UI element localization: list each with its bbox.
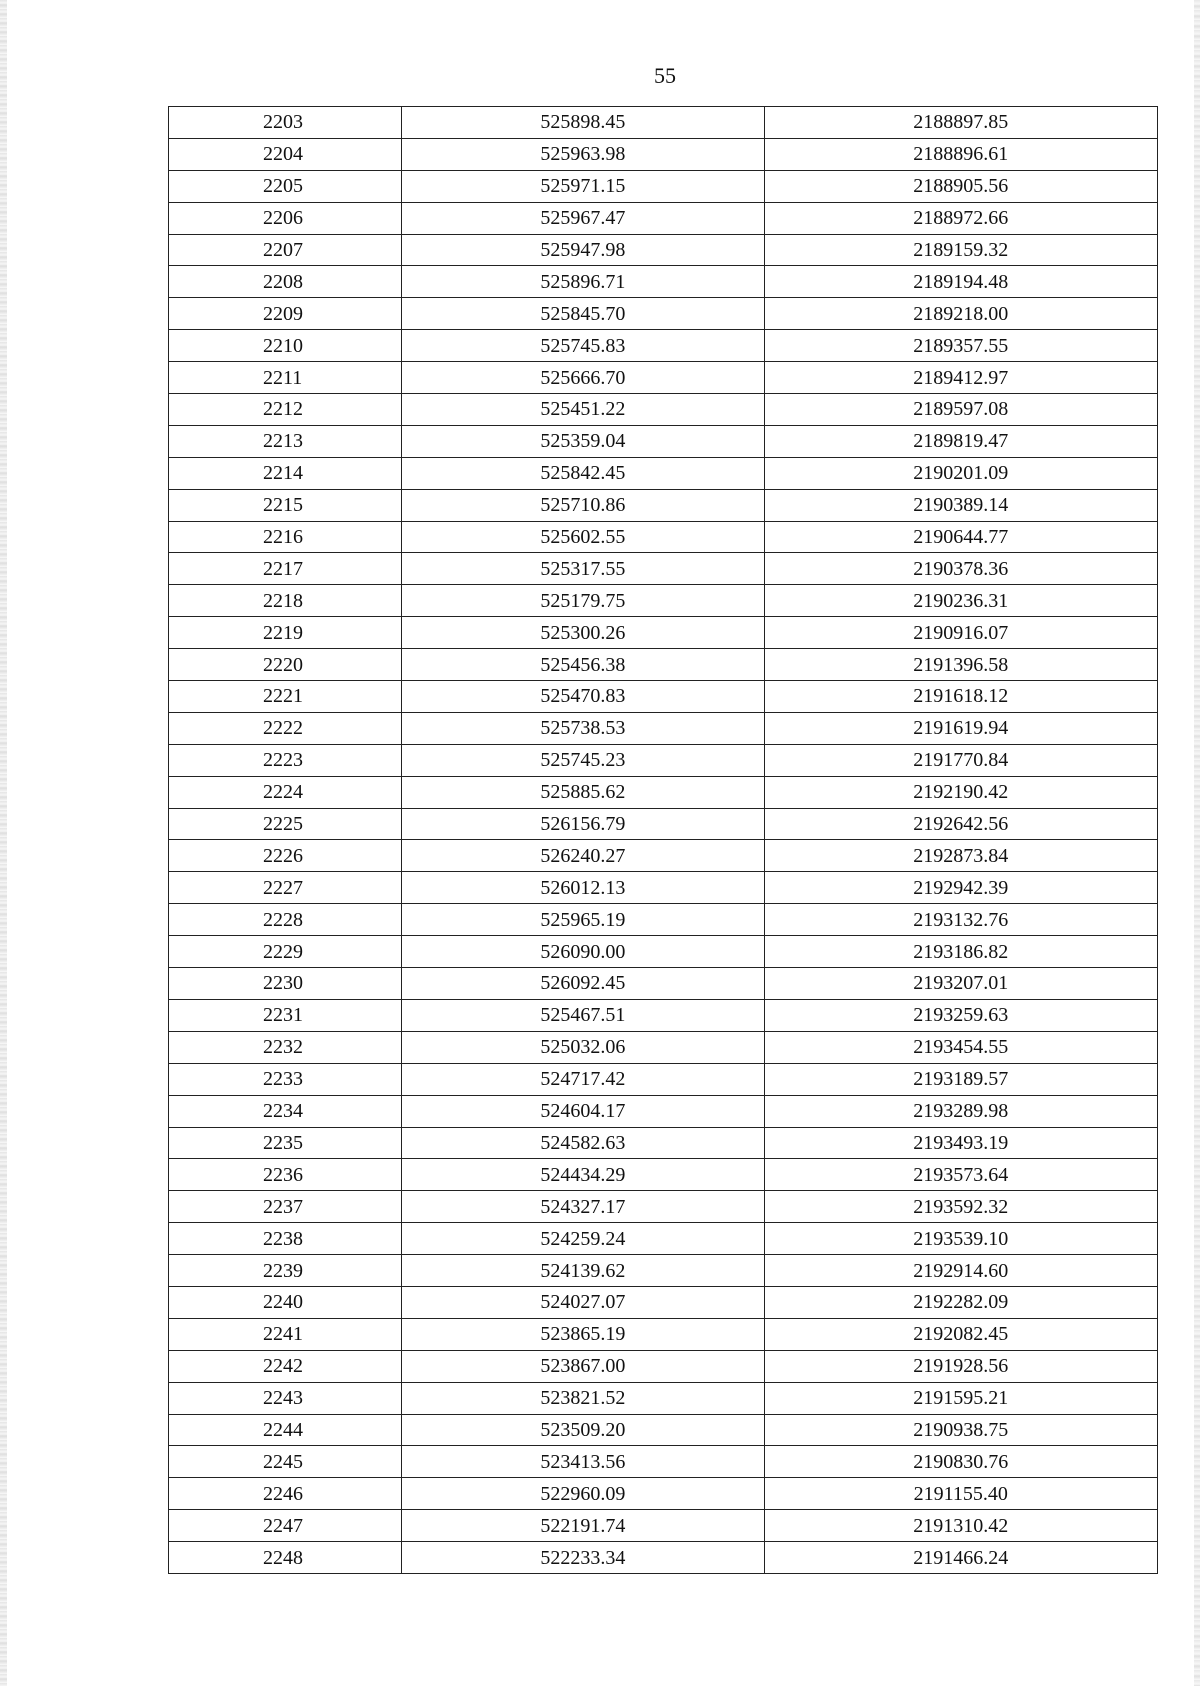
- table-row: [169, 776, 1158, 808]
- point-number-cell: 2223: [169, 744, 402, 776]
- x-coordinate-cell: 524434.29: [402, 1159, 764, 1191]
- y-coordinate-cell: 2188897.85: [764, 107, 1157, 139]
- y-coordinate-cell: 2193189.57: [764, 1063, 1157, 1095]
- table-row: [169, 808, 1158, 840]
- table-row: [169, 1286, 1158, 1318]
- x-coordinate-cell: 525898.45: [402, 107, 764, 139]
- y-coordinate-cell: 2193454.55: [764, 1031, 1157, 1063]
- x-coordinate-cell: 525451.22: [402, 394, 764, 426]
- table-row: [169, 553, 1158, 585]
- point-number-cell: 2246: [169, 1478, 402, 1510]
- table-row: [169, 170, 1158, 202]
- page-number: 55: [654, 63, 676, 88]
- x-coordinate-cell: 522191.74: [402, 1510, 764, 1542]
- x-coordinate-cell: 524027.07: [402, 1286, 764, 1318]
- x-coordinate-cell: 525738.53: [402, 712, 764, 744]
- point-number-cell: 2234: [169, 1095, 402, 1127]
- table-row: [169, 457, 1158, 489]
- point-number-cell: 2208: [169, 266, 402, 298]
- table-row: [169, 489, 1158, 521]
- y-coordinate-cell: 2193259.63: [764, 999, 1157, 1031]
- y-coordinate-cell: 2193207.01: [764, 968, 1157, 1000]
- point-number-cell: 2247: [169, 1510, 402, 1542]
- point-number-cell: 2222: [169, 712, 402, 744]
- x-coordinate-cell: 526240.27: [402, 840, 764, 872]
- table-row: [169, 744, 1158, 776]
- x-coordinate-cell: 524327.17: [402, 1191, 764, 1223]
- y-coordinate-cell: 2191770.84: [764, 744, 1157, 776]
- x-coordinate-cell: 523867.00: [402, 1350, 764, 1382]
- table-row: [169, 968, 1158, 1000]
- y-coordinate-cell: 2190389.14: [764, 489, 1157, 521]
- y-coordinate-cell: 2193289.98: [764, 1095, 1157, 1127]
- point-number-cell: 2226: [169, 840, 402, 872]
- x-coordinate-cell: 525745.83: [402, 330, 764, 362]
- point-number-cell: 2204: [169, 138, 402, 170]
- x-coordinate-cell: 524259.24: [402, 1223, 764, 1255]
- y-coordinate-cell: 2192942.39: [764, 872, 1157, 904]
- table-row: [169, 394, 1158, 426]
- x-coordinate-cell: 525842.45: [402, 457, 764, 489]
- y-coordinate-cell: 2193132.76: [764, 904, 1157, 936]
- point-number-cell: 2212: [169, 394, 402, 426]
- point-number-cell: 2217: [169, 553, 402, 585]
- y-coordinate-cell: 2190378.36: [764, 553, 1157, 585]
- y-coordinate-cell: 2192642.56: [764, 808, 1157, 840]
- y-coordinate-cell: 2191155.40: [764, 1478, 1157, 1510]
- point-number-cell: 2206: [169, 202, 402, 234]
- table-row: [169, 521, 1158, 553]
- point-number-cell: 2228: [169, 904, 402, 936]
- y-coordinate-cell: 2188905.56: [764, 170, 1157, 202]
- table-row: [169, 107, 1158, 139]
- point-number-cell: 2243: [169, 1382, 402, 1414]
- x-coordinate-cell: 523821.52: [402, 1382, 764, 1414]
- x-coordinate-cell: 525710.86: [402, 489, 764, 521]
- x-coordinate-cell: 525602.55: [402, 521, 764, 553]
- point-number-cell: 2244: [169, 1414, 402, 1446]
- point-number-cell: 2239: [169, 1255, 402, 1287]
- y-coordinate-cell: 2190916.07: [764, 617, 1157, 649]
- x-coordinate-cell: 525967.47: [402, 202, 764, 234]
- table-row: [169, 1350, 1158, 1382]
- x-coordinate-cell: 525963.98: [402, 138, 764, 170]
- table-row: [169, 1063, 1158, 1095]
- point-number-cell: 2229: [169, 936, 402, 968]
- point-number-cell: 2241: [169, 1318, 402, 1350]
- y-coordinate-cell: 2192190.42: [764, 776, 1157, 808]
- x-coordinate-cell: 524139.62: [402, 1255, 764, 1287]
- point-number-cell: 2218: [169, 585, 402, 617]
- table-row: [169, 585, 1158, 617]
- table-row: [169, 266, 1158, 298]
- x-coordinate-cell: 525317.55: [402, 553, 764, 585]
- table-row: [169, 1446, 1158, 1478]
- y-coordinate-cell: 2188972.66: [764, 202, 1157, 234]
- x-coordinate-cell: 525032.06: [402, 1031, 764, 1063]
- table-row: [169, 1318, 1158, 1350]
- y-coordinate-cell: 2193573.64: [764, 1159, 1157, 1191]
- y-coordinate-cell: 2189412.97: [764, 362, 1157, 394]
- table-row: [169, 649, 1158, 681]
- point-number-cell: 2242: [169, 1350, 402, 1382]
- point-number-cell: 2235: [169, 1127, 402, 1159]
- x-coordinate-cell: 524717.42: [402, 1063, 764, 1095]
- point-number-cell: 2227: [169, 872, 402, 904]
- point-number-cell: 2248: [169, 1542, 402, 1574]
- x-coordinate-cell: 526092.45: [402, 968, 764, 1000]
- point-number-cell: 2203: [169, 107, 402, 139]
- table-row: [169, 617, 1158, 649]
- x-coordinate-cell: 525300.26: [402, 617, 764, 649]
- point-number-cell: 2237: [169, 1191, 402, 1223]
- point-number-cell: 2213: [169, 425, 402, 457]
- y-coordinate-cell: 2190201.09: [764, 457, 1157, 489]
- point-number-cell: 2210: [169, 330, 402, 362]
- table-row: [169, 1127, 1158, 1159]
- y-coordinate-cell: 2193186.82: [764, 936, 1157, 968]
- point-number-cell: 2216: [169, 521, 402, 553]
- y-coordinate-cell: 2191618.12: [764, 681, 1157, 713]
- y-coordinate-cell: 2191928.56: [764, 1350, 1157, 1382]
- table-row: [169, 712, 1158, 744]
- point-number-cell: 2219: [169, 617, 402, 649]
- point-number-cell: 2205: [169, 170, 402, 202]
- table-row: [169, 681, 1158, 713]
- point-number-cell: 2236: [169, 1159, 402, 1191]
- point-number-cell: 2209: [169, 298, 402, 330]
- table-row: [169, 362, 1158, 394]
- table-row: [169, 999, 1158, 1031]
- y-coordinate-cell: 2191396.58: [764, 649, 1157, 681]
- table-row: [169, 1382, 1158, 1414]
- table-row: [169, 1191, 1158, 1223]
- y-coordinate-cell: 2188896.61: [764, 138, 1157, 170]
- table-row: [169, 1159, 1158, 1191]
- coordinate-table: [168, 106, 1158, 1574]
- x-coordinate-cell: 525359.04: [402, 425, 764, 457]
- point-number-cell: 2245: [169, 1446, 402, 1478]
- y-coordinate-cell: 2192914.60: [764, 1255, 1157, 1287]
- y-coordinate-cell: 2189159.32: [764, 234, 1157, 266]
- point-number-cell: 2221: [169, 681, 402, 713]
- x-coordinate-cell: 523509.20: [402, 1414, 764, 1446]
- y-coordinate-cell: 2191619.94: [764, 712, 1157, 744]
- x-coordinate-cell: 525467.51: [402, 999, 764, 1031]
- y-coordinate-cell: 2191466.24: [764, 1542, 1157, 1574]
- table-row: [169, 1414, 1158, 1446]
- x-coordinate-cell: 526090.00: [402, 936, 764, 968]
- table-row: [169, 202, 1158, 234]
- y-coordinate-cell: 2193592.32: [764, 1191, 1157, 1223]
- y-coordinate-cell: 2192082.45: [764, 1318, 1157, 1350]
- x-coordinate-cell: 525971.15: [402, 170, 764, 202]
- x-coordinate-cell: 526156.79: [402, 808, 764, 840]
- point-number-cell: 2225: [169, 808, 402, 840]
- y-coordinate-cell: 2191310.42: [764, 1510, 1157, 1542]
- x-coordinate-cell: 525965.19: [402, 904, 764, 936]
- y-coordinate-cell: 2190236.31: [764, 585, 1157, 617]
- table-row: [169, 138, 1158, 170]
- table-row: [169, 1031, 1158, 1063]
- point-number-cell: 2214: [169, 457, 402, 489]
- x-coordinate-cell: 525845.70: [402, 298, 764, 330]
- y-coordinate-cell: 2192282.09: [764, 1286, 1157, 1318]
- point-number-cell: 2220: [169, 649, 402, 681]
- table-row: [169, 330, 1158, 362]
- scan-edge-right: [1194, 0, 1200, 1686]
- point-number-cell: 2240: [169, 1286, 402, 1318]
- table-row: [169, 1510, 1158, 1542]
- x-coordinate-cell: 525885.62: [402, 776, 764, 808]
- y-coordinate-cell: 2193539.10: [764, 1223, 1157, 1255]
- scan-edge-left: [0, 0, 7, 1686]
- y-coordinate-cell: 2191595.21: [764, 1382, 1157, 1414]
- x-coordinate-cell: 525470.83: [402, 681, 764, 713]
- table-row: [169, 936, 1158, 968]
- x-coordinate-cell: 522233.34: [402, 1542, 764, 1574]
- x-coordinate-cell: 525666.70: [402, 362, 764, 394]
- table-row: [169, 1255, 1158, 1287]
- y-coordinate-cell: 2189218.00: [764, 298, 1157, 330]
- point-number-cell: 2215: [169, 489, 402, 521]
- x-coordinate-cell: 525896.71: [402, 266, 764, 298]
- table-row: [169, 1478, 1158, 1510]
- x-coordinate-cell: 525179.75: [402, 585, 764, 617]
- y-coordinate-cell: 2190938.75: [764, 1414, 1157, 1446]
- x-coordinate-cell: 524604.17: [402, 1095, 764, 1127]
- y-coordinate-cell: 2190830.76: [764, 1446, 1157, 1478]
- table-row: [169, 234, 1158, 266]
- table-row: [169, 840, 1158, 872]
- x-coordinate-cell: 525947.98: [402, 234, 764, 266]
- y-coordinate-cell: 2193493.19: [764, 1127, 1157, 1159]
- coordinate-table-body: [169, 107, 1158, 1574]
- table-row: [169, 1542, 1158, 1574]
- x-coordinate-cell: 526012.13: [402, 872, 764, 904]
- y-coordinate-cell: 2192873.84: [764, 840, 1157, 872]
- x-coordinate-cell: 523865.19: [402, 1318, 764, 1350]
- table-row: [169, 1223, 1158, 1255]
- point-number-cell: 2207: [169, 234, 402, 266]
- point-number-cell: 2233: [169, 1063, 402, 1095]
- x-coordinate-cell: 525456.38: [402, 649, 764, 681]
- table-row: [169, 425, 1158, 457]
- point-number-cell: 2211: [169, 362, 402, 394]
- table-row: [169, 1095, 1158, 1127]
- point-number-cell: 2224: [169, 776, 402, 808]
- table-row: [169, 298, 1158, 330]
- point-number-cell: 2238: [169, 1223, 402, 1255]
- y-coordinate-cell: 2189819.47: [764, 425, 1157, 457]
- point-number-cell: 2232: [169, 1031, 402, 1063]
- y-coordinate-cell: 2189194.48: [764, 266, 1157, 298]
- x-coordinate-cell: 524582.63: [402, 1127, 764, 1159]
- y-coordinate-cell: 2189597.08: [764, 394, 1157, 426]
- point-number-cell: 2231: [169, 999, 402, 1031]
- y-coordinate-cell: 2190644.77: [764, 521, 1157, 553]
- x-coordinate-cell: 523413.56: [402, 1446, 764, 1478]
- table-row: [169, 904, 1158, 936]
- x-coordinate-cell: 522960.09: [402, 1478, 764, 1510]
- x-coordinate-cell: 525745.23: [402, 744, 764, 776]
- point-number-cell: 2230: [169, 968, 402, 1000]
- y-coordinate-cell: 2189357.55: [764, 330, 1157, 362]
- table-row: [169, 872, 1158, 904]
